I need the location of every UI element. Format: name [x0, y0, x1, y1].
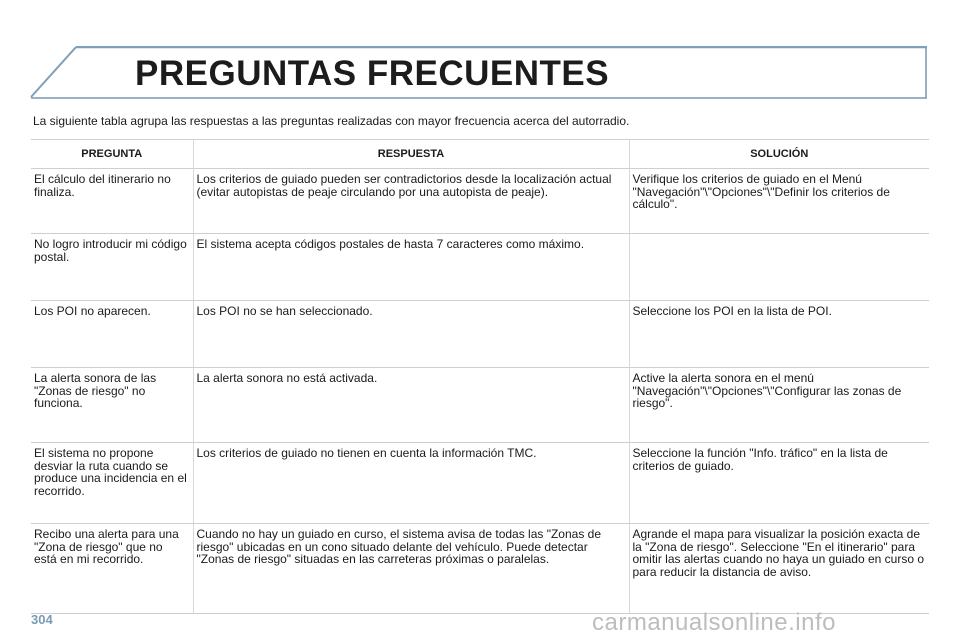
table-row [31, 443, 929, 524]
faq-table [31, 139, 929, 614]
question-cell: La alerta sonora de las "Zonas de riesgo" no funciona. [31, 368, 193, 443]
answer-cell: Cuando no hay un guiado en curso, el sistema avisa de todas las "Zonas de riesgo" ubicadas en un cono situado delante del vehículo. Puede detectar "Zonas de riesgo" situadas en las carreteras próximas o paralelas. [193, 524, 629, 614]
solution-cell [629, 234, 929, 301]
intro-paragraph: La siguiente tabla agrupa las respuestas a las preguntas realizadas con mayor frecuencia acerca del autorradio. [33, 114, 630, 128]
column-header-question: PREGUNTA [31, 140, 193, 169]
solution-cell: Verifique los criterios de guiado en el Menú "Navegación"\"Opciones"\"Definir los criterios de cálculo". [629, 169, 929, 234]
solution-cell: Seleccione la función "Info. tráfico" en la lista de criterios de guiado. [629, 443, 929, 524]
question-cell: El sistema no propone desviar la ruta cuando se produce una incidencia en el recorrido. [31, 443, 193, 524]
answer-cell: Los POI no se han seleccionado. [193, 301, 629, 368]
table-row [31, 169, 929, 234]
solution-cell: Agrande el mapa para visualizar la posición exacta de la "Zona de riesgo". Seleccione "En el itinerario" para omitir las alertas cuando no haya un guiado en curso o para reducir la distancia de aviso. [629, 524, 929, 614]
solution-cell: Seleccione los POI en la lista de POI. [629, 301, 929, 368]
watermark-text: carmanualsonline.info [592, 609, 836, 636]
answer-cell: Los criterios de guiado pueden ser contradictorios desde la localización actual (evitar autopistas de peaje circulando por una autopista de peaje). [193, 169, 629, 234]
table-row [31, 301, 929, 368]
column-header-answer: RESPUESTA [193, 140, 629, 169]
page-number: 304 [31, 612, 53, 627]
question-cell: Recibo una alerta para una "Zona de riesgo" que no está en mi recorrido. [31, 524, 193, 614]
table-header-row [31, 140, 929, 169]
answer-cell: Los criterios de guiado no tienen en cuenta la información TMC. [193, 443, 629, 524]
question-cell: El cálculo del itinerario no finaliza. [31, 169, 193, 234]
page-title: PREGUNTAS FRECUENTES [135, 54, 610, 93]
answer-cell: El sistema acepta códigos postales de hasta 7 caracteres como máximo. [193, 234, 629, 301]
question-cell: Los POI no aparecen. [31, 301, 193, 368]
column-header-solution: SOLUCIÓN [629, 140, 929, 169]
solution-cell: Active la alerta sonora en el menú "Navegación"\"Opciones"\"Configurar las zonas de riesgo". [629, 368, 929, 443]
question-cell: No logro introducir mi código postal. [31, 234, 193, 301]
table-row [31, 234, 929, 301]
table-row [31, 524, 929, 614]
table-row [31, 368, 929, 443]
answer-cell: La alerta sonora no está activada. [193, 368, 629, 443]
